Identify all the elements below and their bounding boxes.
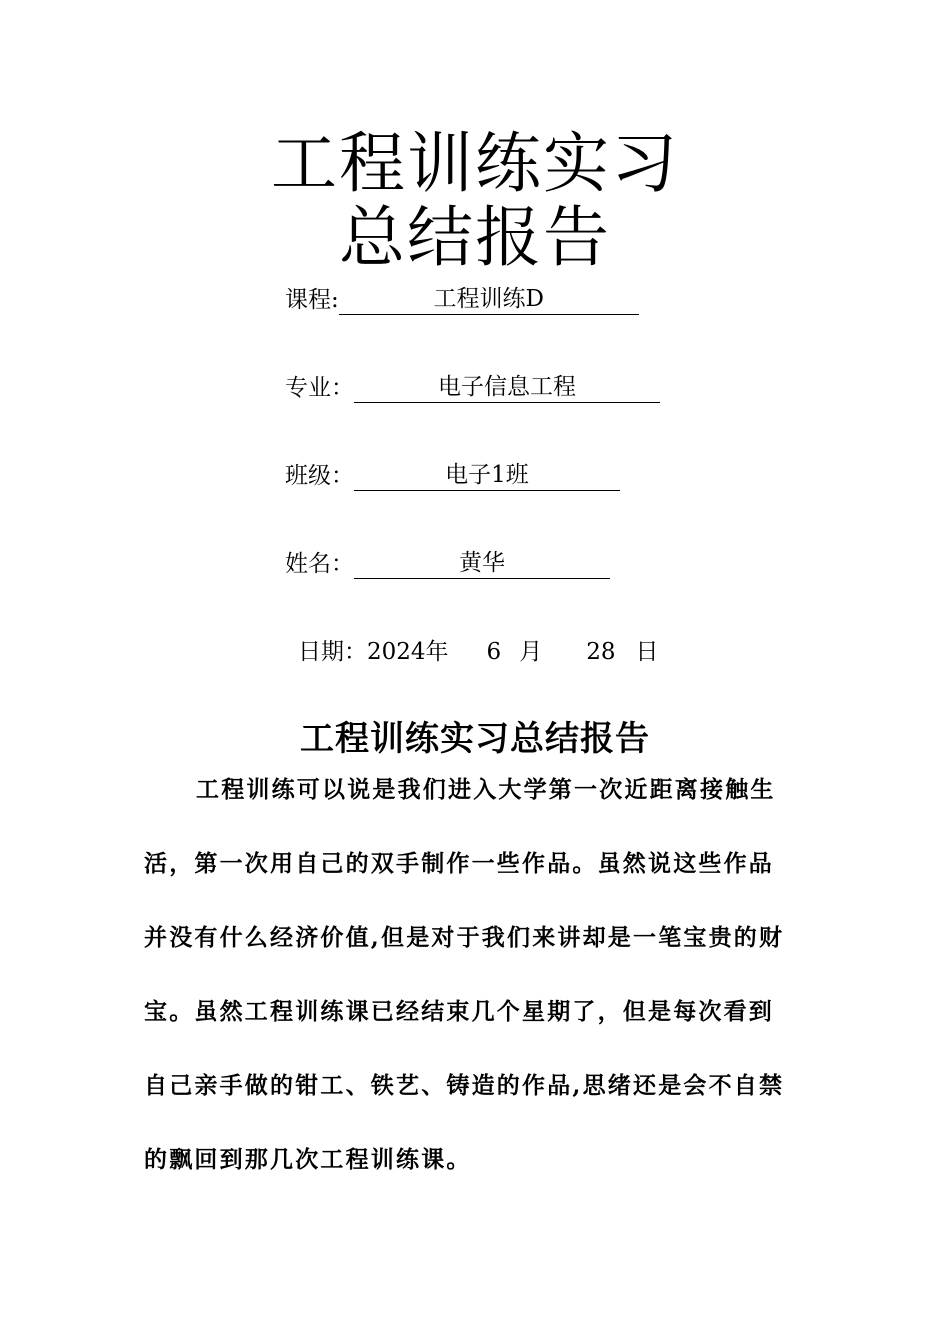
course-value: 工程训练D xyxy=(339,284,639,315)
name-field xyxy=(285,548,610,580)
body-line: 工程训练可以说是我们进入大学第一次近距离接触生 xyxy=(196,776,776,803)
date-line xyxy=(298,636,658,668)
body-line: 宝。虽然工程训练课已经结束几个星期了，但是每次看到 xyxy=(144,998,774,1025)
major-value: 电子信息工程 xyxy=(354,372,660,403)
class-field xyxy=(285,460,620,492)
date-month-unit: 月 xyxy=(519,639,543,665)
date-month: 6 xyxy=(486,639,502,665)
report-heading: 工程训练实习总结报告 xyxy=(300,719,650,759)
cover-title-line2: 总结报告 xyxy=(339,199,611,276)
date-label: 日期： xyxy=(298,639,367,665)
major-field xyxy=(285,372,660,404)
body-line: 活，第一次用自己的双手制作一些作品。虽然说这些作品 xyxy=(144,850,774,877)
date-day-unit: 日 xyxy=(635,639,659,665)
class-value: 电子1班 xyxy=(354,460,620,491)
report-body xyxy=(144,768,814,1212)
body-line: 并没有什么经济价值,但是对于我们来讲却是一笔宝贵的财 xyxy=(144,924,785,951)
cover-title-line1: 工程训练实习 xyxy=(271,125,679,202)
name-label: 姓名： xyxy=(285,551,354,577)
date-year: 2024 xyxy=(367,639,426,665)
name-value: 黄华 xyxy=(354,548,610,579)
date-year-unit: 年 xyxy=(425,639,449,665)
major-label: 专业： xyxy=(285,375,354,401)
body-line: 的飘回到那几次工程训练课。 xyxy=(144,1146,472,1173)
class-label: 班级： xyxy=(285,463,354,489)
course-field xyxy=(285,284,639,316)
body-line: 自己亲手做的钳工、铁艺、铸造的作品,思绪还是会不自禁 xyxy=(144,1072,785,1099)
date-day: 28 xyxy=(586,639,616,665)
course-label: 课程: xyxy=(285,287,339,313)
